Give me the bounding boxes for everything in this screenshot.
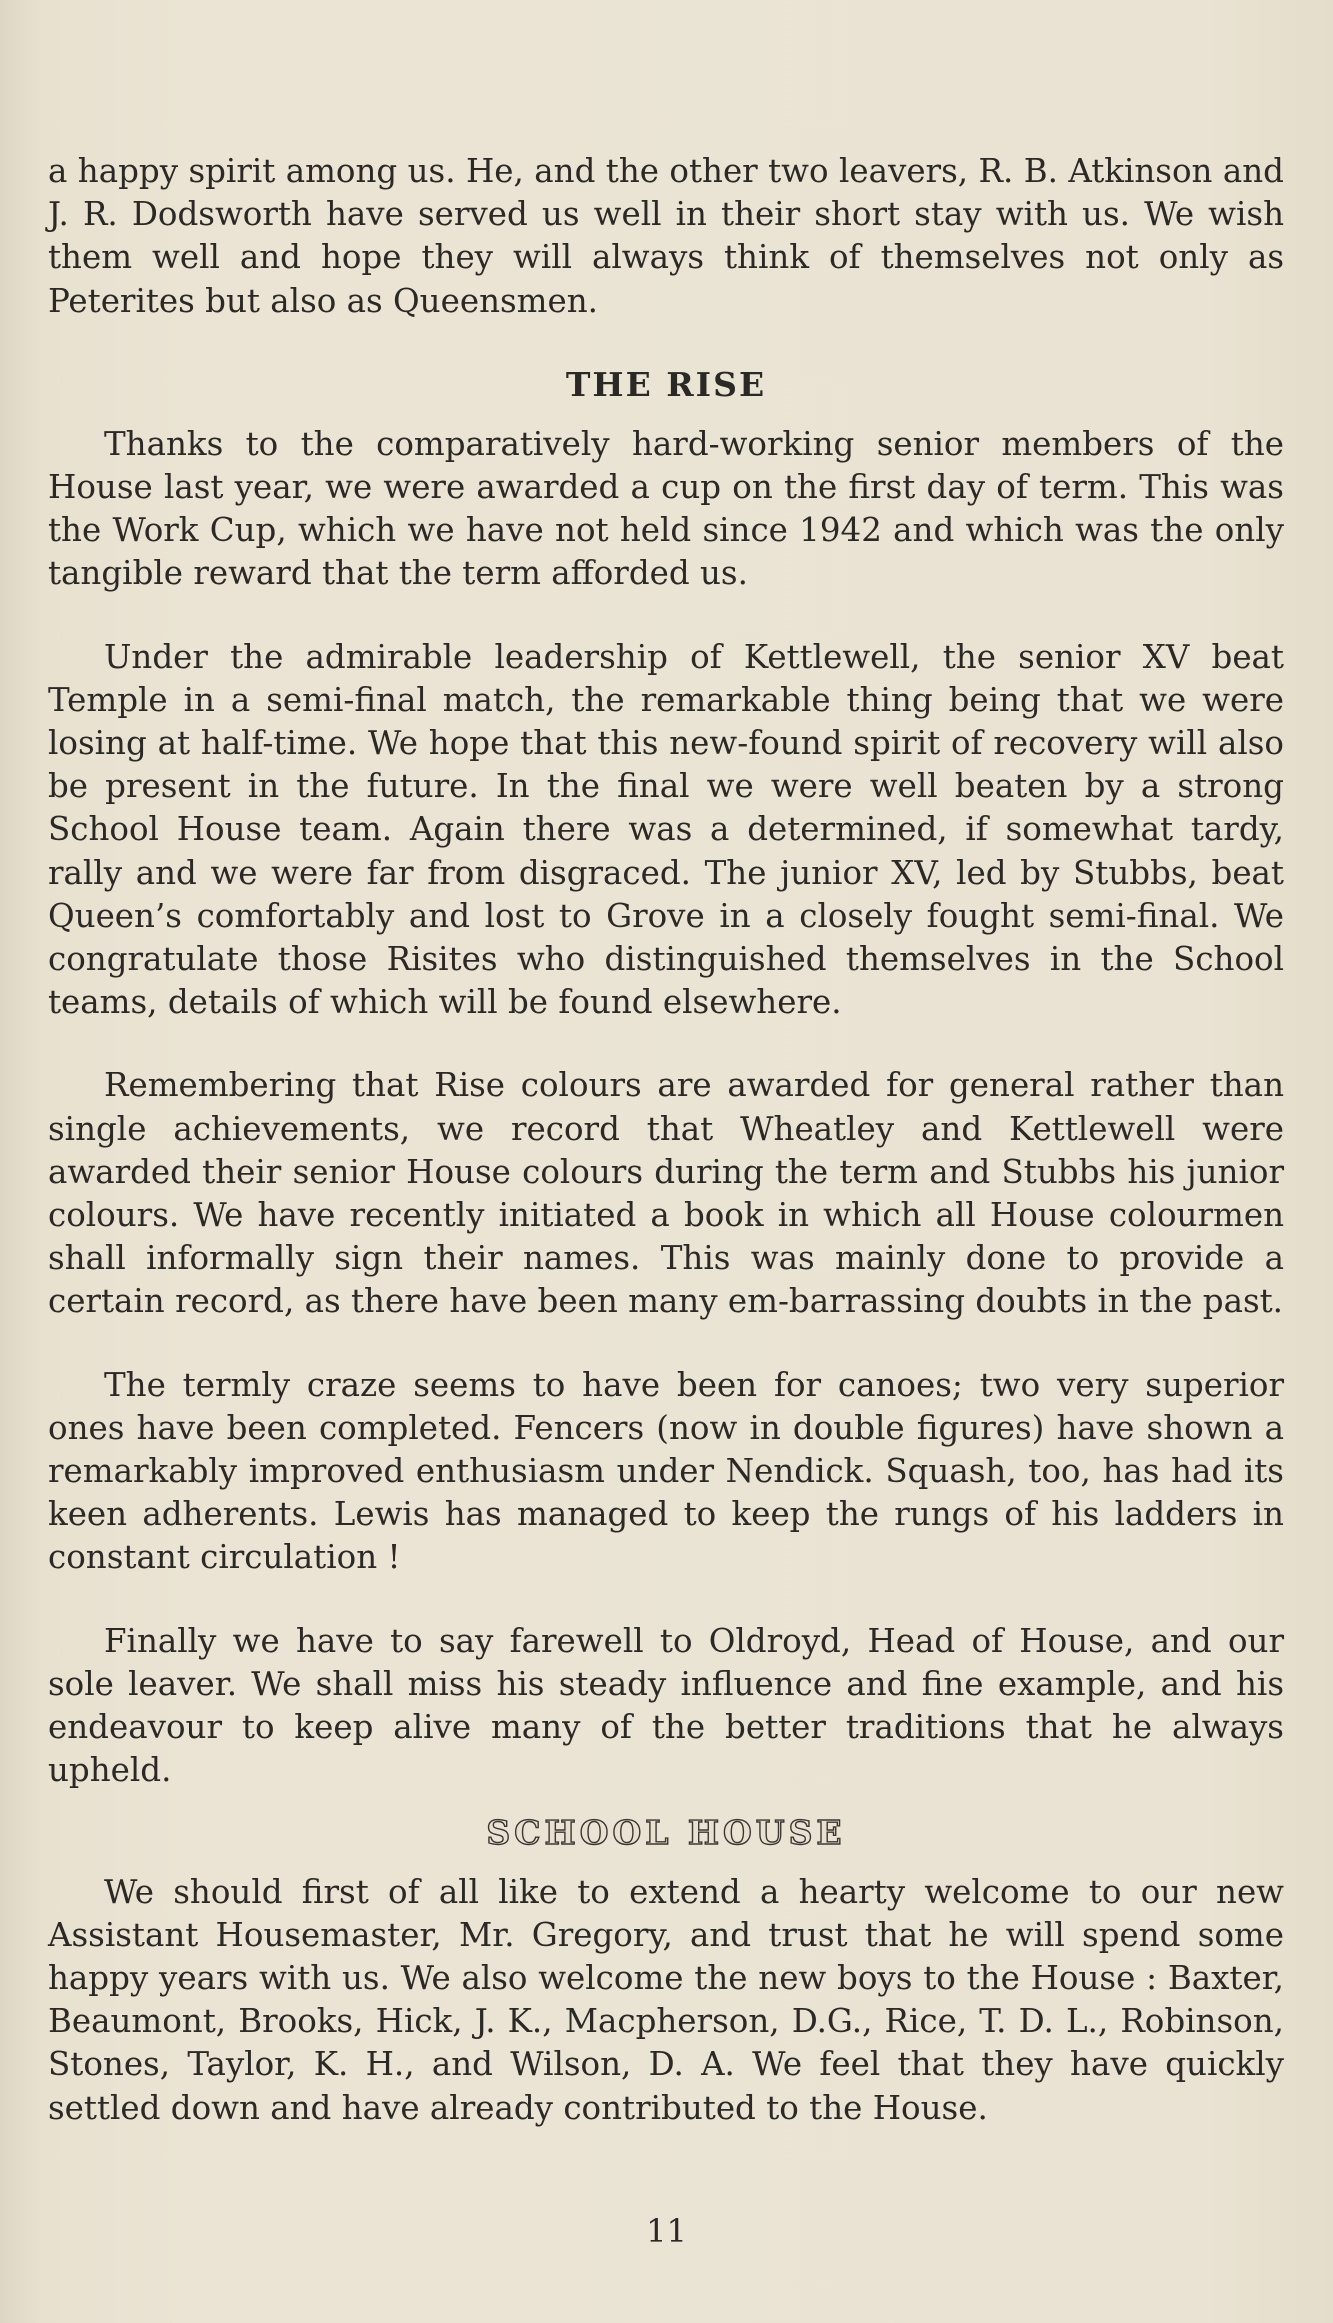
paragraph: The termly craze seems to have been for canoes; two very superior ones have been completed. Fencers (now in double figures) have shown a remarkably improved enthusiasm under Nendick. Squash, too, has had its keen adherents. Lewis has managed to keep the rungs of his ladders in constant circulation ! <box>48 1365 1284 1577</box>
section-the-rise <box>48 363 1284 1793</box>
section-heading-the-rise: THE RISE <box>565 364 767 404</box>
paragraph: Remembering that Rise colours are awarded for general rather than single achievements, we record that Wheatley and Kettlewell were awarded their senior House colours during the term and Stubbs his junior colours. We have recently initiated a book in which all House colourmen shall informally sign their names. This was mainly done to provide a certain record, as there have been many em-barrassing doubts in the past. <box>48 1066 1284 1321</box>
carryover-paragraph: a happy spirit among us. He, and the other two leavers, R. B. Atkinson and J. R. Dodsworth have served us well in their short stay with us. We wish them well and hope they will always think of themselves not only as Peterites but also as Queensmen. <box>48 152 1284 320</box>
paragraph: Under the admirable leadership of Kettlewell, the senior XV beat Temple in a semi-final match, the remarkable thing being that we were losing at half-time. We hope that this new-found spirit of recovery will also be present in the future. In the final we were well beaten by a strong School House team. Again there was a determined, if somewhat tardy, rally and we were far from disgraced. The junior XV, led by Stubbs, beat Queen’s comfortably and lost to Grove in a closely fought semi-final. We congratulate those Risites who distinguished themselves in the School teams, details of which will be found elsewhere. <box>48 637 1284 1022</box>
page-number: 11 <box>646 2212 687 2250</box>
paragraph: Finally we have to say farewell to Oldroyd, Head of House, and our sole leaver. We shall miss his steady influence and fine example, and his endeavour to keep alive many of the better traditions that he always upheld. <box>48 1621 1284 1790</box>
section-school-house <box>48 1811 1284 2130</box>
paragraph: Thanks to the comparatively hard-working senior members of the House last year, we were awarded a cup on the first day of term. This was the Work Cup, which we have not held since 1942 and which was the only tangible reward that the term afforded us. <box>48 424 1284 593</box>
page-body <box>48 150 1284 2130</box>
section-heading-school-house: SCHOOL HOUSE <box>486 1812 846 1852</box>
paragraph: We should first of all like to extend a hearty welcome to our new Assistant Housemaster, Mr. Gregory, and trust that he will spend some happy years with us. We also welcome the new boys to the House : Baxter, Beaumont, Brooks, Hick, J. K., Macpherson, D.G., Rice, T. D. L., Robinson, Stones, Taylor, K. H., and Wilson, D. A. We feel that they have quickly settled down and have already contributed to the House. <box>48 1872 1284 2127</box>
